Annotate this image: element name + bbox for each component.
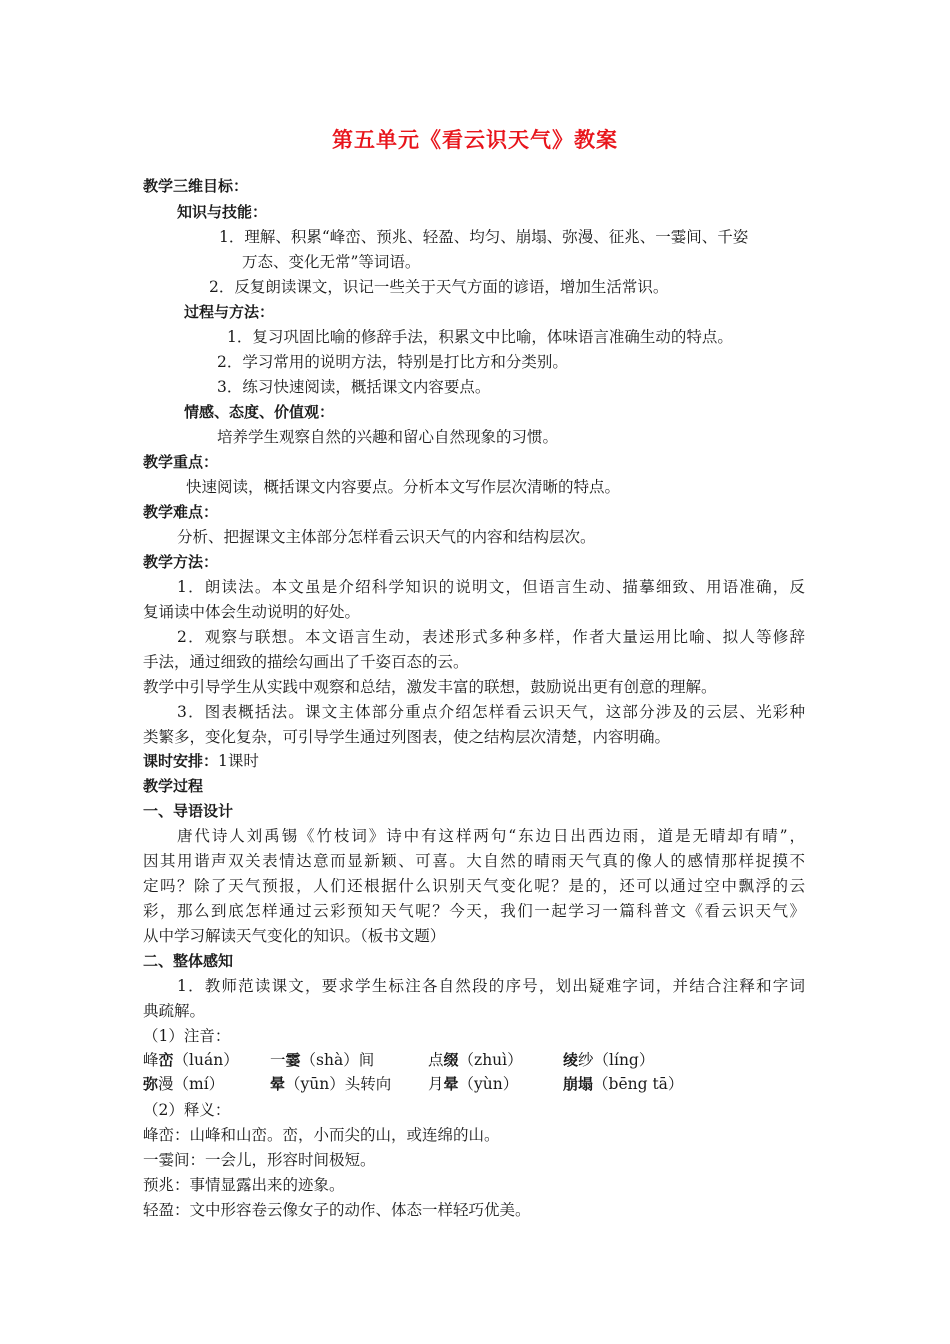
section1-line-1: 唐代诗人刘禹锡《竹枝词》诗中有这样两句“东边日出西边雨，道是无晴却有晴”， bbox=[177, 827, 805, 845]
section1-heading: 一、导语设计 bbox=[143, 802, 234, 820]
knowledge-item-1: 1．理解、积累“峰峦、预兆、轻盈、均匀、崩塌、弥漫、征兆、一霎间、千姿 bbox=[219, 228, 749, 246]
pron-term: 崩塌（bēng tā） bbox=[563, 1075, 684, 1093]
pron-term: 弥漫（mí） bbox=[143, 1075, 225, 1093]
section2-line-2: 典疏解。 bbox=[143, 1002, 206, 1020]
section1-line-3: 定吗？除了天气预报，人们还根据什么识别天气变化呢？是的，还可以通过空中飘浮的云 bbox=[143, 877, 805, 895]
schedule-heading: 课时安排： bbox=[143, 752, 219, 770]
key-points-heading: 教学重点： bbox=[143, 453, 219, 471]
method-2: 2．观察与联想。本文语言生动，表述形式多种多样，作者大量运用比喻、拟人等修辞 bbox=[177, 628, 805, 646]
section2-line-1: 1．教师范读课文，要求学生标注各自然段的序号，划出疑难字词，并结合注释和字词 bbox=[177, 977, 805, 995]
knowledge-item-1-cont: 万态、变化无常”等词语。 bbox=[242, 253, 421, 271]
method-3: 3．图表概括法。课文主体部分重点介绍怎样看云识天气，这部分涉及的云层、光彩种 bbox=[177, 703, 805, 721]
schedule-line bbox=[143, 751, 259, 771]
section1-line-4: 彩，那么到底怎样通过云彩预知天气呢？今天，我们一起学习一篇科普文《看云识天气》 bbox=[143, 902, 805, 920]
knowledge-heading: 知识与技能： bbox=[177, 203, 268, 221]
goals-heading: 教学三维目标： bbox=[143, 177, 249, 195]
method-1-cont: 复诵读中体会生动说明的好处。 bbox=[143, 603, 361, 621]
method-2-cont: 手法，通过细致的描绘勾画出了千姿百态的云。 bbox=[143, 653, 469, 671]
schedule-value: 1课时 bbox=[218, 752, 259, 770]
definition-4: 轻盈：文中形容卷云像女子的动作、体态一样轻巧优美。 bbox=[143, 1201, 531, 1219]
pron-term: 晕（yūn）头转向 bbox=[270, 1075, 392, 1093]
section1-line-2: 因其用谐声双关表情达意而显新颖、可喜。大自然的晴雨天气真的像人的感情那样捉摸不 bbox=[143, 852, 805, 870]
section1-line-5: 从中学习解读天气变化的知识。（板书文题） bbox=[143, 927, 446, 945]
definition-2: 一霎间：一会儿，形容时间极短。 bbox=[143, 1151, 376, 1169]
method-2-note: 教学中引导学生从实践中观察和总结，激发丰富的联想，鼓励说出更有创意的理解。 bbox=[143, 678, 717, 696]
methods-heading: 教学方法： bbox=[143, 553, 219, 571]
pronunciation-heading: （1）注音： bbox=[143, 1027, 231, 1045]
emotion-heading: 情感、态度、价值观： bbox=[184, 403, 335, 421]
document-title: 第五单元《看云识天气》教案 bbox=[332, 128, 618, 152]
process-item-2: 2．学习常用的说明方法，特别是打比方和分类别。 bbox=[217, 353, 568, 371]
difficulties-heading: 教学难点： bbox=[143, 503, 219, 521]
emotion-item-1: 培养学生观察自然的兴趣和留心自然现象的习惯。 bbox=[217, 428, 559, 446]
pron-term: 峰峦（luán） bbox=[143, 1051, 239, 1069]
definition-heading: （2）释义： bbox=[143, 1101, 231, 1119]
knowledge-item-2: 2．反复朗读课文，识记一些关于天气方面的谚语，增加生活常识。 bbox=[209, 278, 669, 296]
process-item-3: 3．练习快速阅读，概括课文内容要点。 bbox=[217, 378, 491, 396]
teaching-process-heading: 教学过程 bbox=[143, 777, 204, 795]
difficulties-text: 分析、把握课文主体部分怎样看云识天气的内容和结构层次。 bbox=[177, 528, 596, 546]
pron-term: 一霎（shà）间 bbox=[270, 1051, 375, 1069]
method-3-cont: 类繁多，变化复杂，可引导学生通过列图表，使之结构层次清楚，内容明确。 bbox=[143, 728, 671, 746]
section2-heading: 二、整体感知 bbox=[143, 952, 234, 970]
process-method-heading: 过程与方法： bbox=[184, 303, 275, 321]
key-points-text: 快速阅读，概括课文内容要点。分析本文写作层次清晰的特点。 bbox=[186, 478, 621, 496]
method-1: 1．朗读法。本文虽是介绍科学知识的说明文，但语言生动、描摹细致、用语准确，反 bbox=[177, 578, 805, 596]
definition-3: 预兆：事情显露出来的迹象。 bbox=[143, 1176, 345, 1194]
process-item-1: 1．复习巩固比喻的修辞手法，积累文中比喻，体味语言准确生动的特点。 bbox=[227, 328, 733, 346]
pron-term: 月晕（yùn） bbox=[428, 1075, 519, 1093]
pron-term: 绫纱（líng） bbox=[563, 1051, 655, 1069]
pron-term: 点缀（zhuì） bbox=[428, 1051, 523, 1069]
definition-1: 峰峦：山峰和山峦。峦，小而尖的山，或连绵的山。 bbox=[143, 1126, 500, 1144]
